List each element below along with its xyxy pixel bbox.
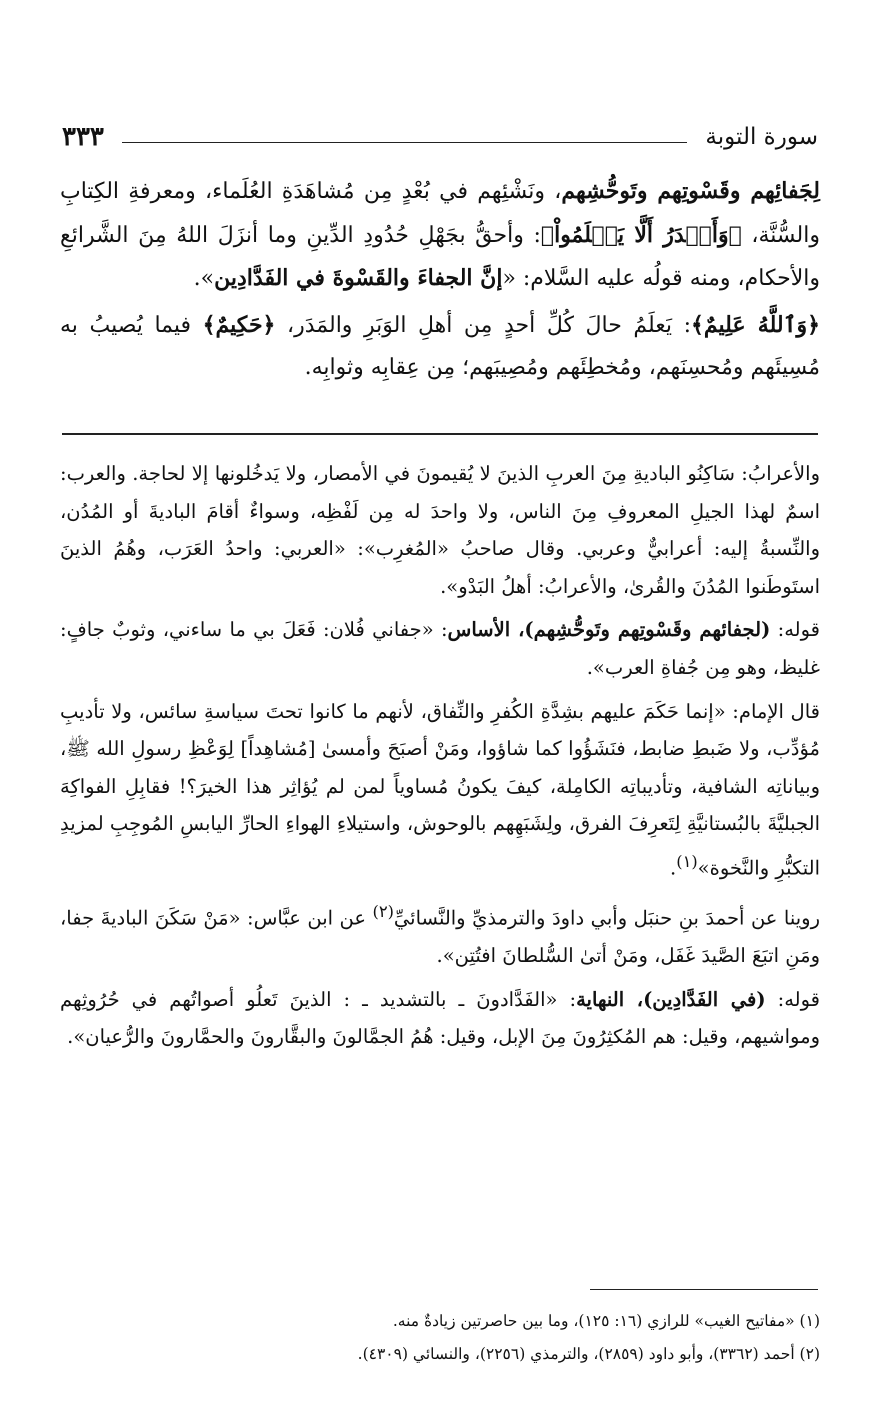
note-paragraph (60, 611, 820, 686)
quran-verse: ﴿حَكِيمٌ﴾ (202, 311, 276, 338)
text-run: ، ونَشْئِهم في بُعْدٍ مِن مُشاهَدَةِ العُلَماء، ومعرفةِ الكِتابِ والسُّنَّة، (60, 179, 820, 248)
tafsir-paragraph (60, 170, 820, 301)
quran-verse: ﴿وَأَجۡدَرُ أَلَّا يَعۡلَمُواْ﴾ (540, 221, 742, 248)
footnotes (60, 1305, 820, 1371)
bold-phrase: (لجفائهم وقَسْوتِهم وتَوحُّشِهم)، الأساس (447, 618, 771, 642)
footnote-ref: (٢) (372, 902, 394, 922)
footnote: (٢) أحمد (٣٣٦٢)، وأبو داود (٢٨٥٩)، والترمذي (٢٢٥٦)، والنسائي (٤٣٠٩). (357, 1345, 820, 1363)
note-paragraph (60, 981, 820, 1056)
surah-title: سورة التوبة (705, 124, 818, 150)
commentary-notes (60, 455, 820, 1062)
note-paragraph: والأعرابُ: سَاكِنُو الباديةِ مِنَ العربِ الذينَ لا يُقيمونَ في الأمصار، ولا يَدخُلونها إلا لحاجة. والعرب: اسمٌ لهذا الجيلِ المعروفِ مِنَ الناس، ولا واحدَ له مِن لَفْظِه، وسواءٌ أقامَ الباديةَ أو المُدُن، والنِّسبةُ إليه: أعرابيٌّ وعربي. وقال صاحبُ «المُغرِب»: «العربي: واحدُ العَرَب، وهُمُ الذينَ استَوطَنوا المُدُنَ والقُرىٰ، والأعرابُ: أهلُ البَدْو». (60, 462, 820, 598)
note-paragraph (60, 693, 820, 887)
text-run: : يَعلَمُ حالَ كُلِّ أحدٍ مِن أهلِ الوَبَرِ والمَدَر، (275, 312, 691, 338)
text-run: : «الفَدَّادونَ ـ بالتشديد ـ : الذينَ تَعلُو أصواتُهم في حُرُوثِهم ومواشيهم، وقيل: هم المُكثِرُونَ مِنَ الإبل، وقيل: هُمُ الجمَّالونَ والبقَّارونَ والحمَّارونَ والرُّعيان». (60, 987, 820, 1049)
quran-verse: ﴿وَٱللَّهُ عَلِيمٌ﴾ (691, 311, 820, 338)
footnote: (١) «مفاتيح الغيب» للرازي (١٦: ١٢٥)، وما بين حاصرتين زيادةٌ منه. (392, 1312, 820, 1330)
text-run: قوله: (770, 618, 820, 642)
header-rule (122, 142, 688, 143)
page-number: ٣٣٣ (62, 122, 104, 152)
text-run: : «جفاني فُلان: فَعَلَ بي ما ساءني، وثوبٌ جافٍ: غليظ، وهو مِن جُفاةِ العرب». (60, 618, 820, 679)
hadith-quote: إنَّ الجفاءَ والقَسْوةَ في الفَدَّادِين (214, 265, 503, 291)
bold-phrase: (في الفَدَّادِين)، النهاية (576, 987, 766, 1011)
text-run: . (670, 856, 677, 880)
text-run: روينا عن أحمدَ بنِ حنبَل وأبي داودَ والترمذيِّ والنَّسائيِّ (393, 906, 820, 930)
tafsir-text (60, 170, 820, 393)
text-run: قال الإمام: «إنما حَكَمَ عليهم بشِدَّةِ الكُفرِ والنِّفاق، لأنهم ما كانوا تحتَ سياسةِ سائس، ولا تأديبِ مُؤدِّب، ولا ضَبطِ ضابط، فنَشَؤُوا كما شاؤوا، ومَنْ أصبَحَ وأمسىٰ [مُشاهِداً] لِوَعْظِ رسولِ الله ﷺ، وبياناتِه الشافية، وتأديباتِه الكامِلة، كيفَ يكونُ مُساوياً لمن لم يُؤاثِر هذا الخيرَ؟! فقابِلِ الفواكِهَ الجبليَّةَ بالبُستانيَّةِ لِتَعرِفَ الفرق، ولِشَبَهِهم بالوحوش، واستيلاءِ الهواءِ الحارِّ اليابسِ المُوجِبِ لمزيدِ التكبُّرِ والنَّخوة» (60, 699, 820, 880)
page-header (62, 112, 818, 162)
text-run: فيما يُصيبُ به مُسِيئَهم ومُحسِنَهم، ومُخطِئَهم ومُصِيبَهم؛ مِن عِقابِه وثوابِه. (60, 312, 820, 380)
footnote-ref: (١) (676, 851, 698, 871)
text-run: ». (193, 266, 215, 291)
text-run: عن ابن عبَّاس: «مَنْ سَكَنَ الباديةَ جفا، ومَنِ اتبَعَ الصَّيدَ غَفَل، ومَنْ أتىٰ السُّلطانَ افتُتِن». (60, 906, 820, 968)
tafsir-paragraph (60, 304, 820, 390)
footnote-rule (590, 1289, 818, 1290)
text-run: قوله: (765, 987, 820, 1011)
text-run: : وأحقُّ بجَهْلِ حُدُودِ الدِّينِ وما أنزَلَ اللهُ مِنَ الشَّرائعِ والأحكام، ومنه قولُه عليه السَّلام: « (60, 222, 820, 291)
section-divider (62, 433, 818, 435)
bold-phrase: لِجَفائِهم وقَسْوتِهم وتَوحُّشِهم (561, 178, 820, 204)
note-paragraph (60, 893, 820, 975)
